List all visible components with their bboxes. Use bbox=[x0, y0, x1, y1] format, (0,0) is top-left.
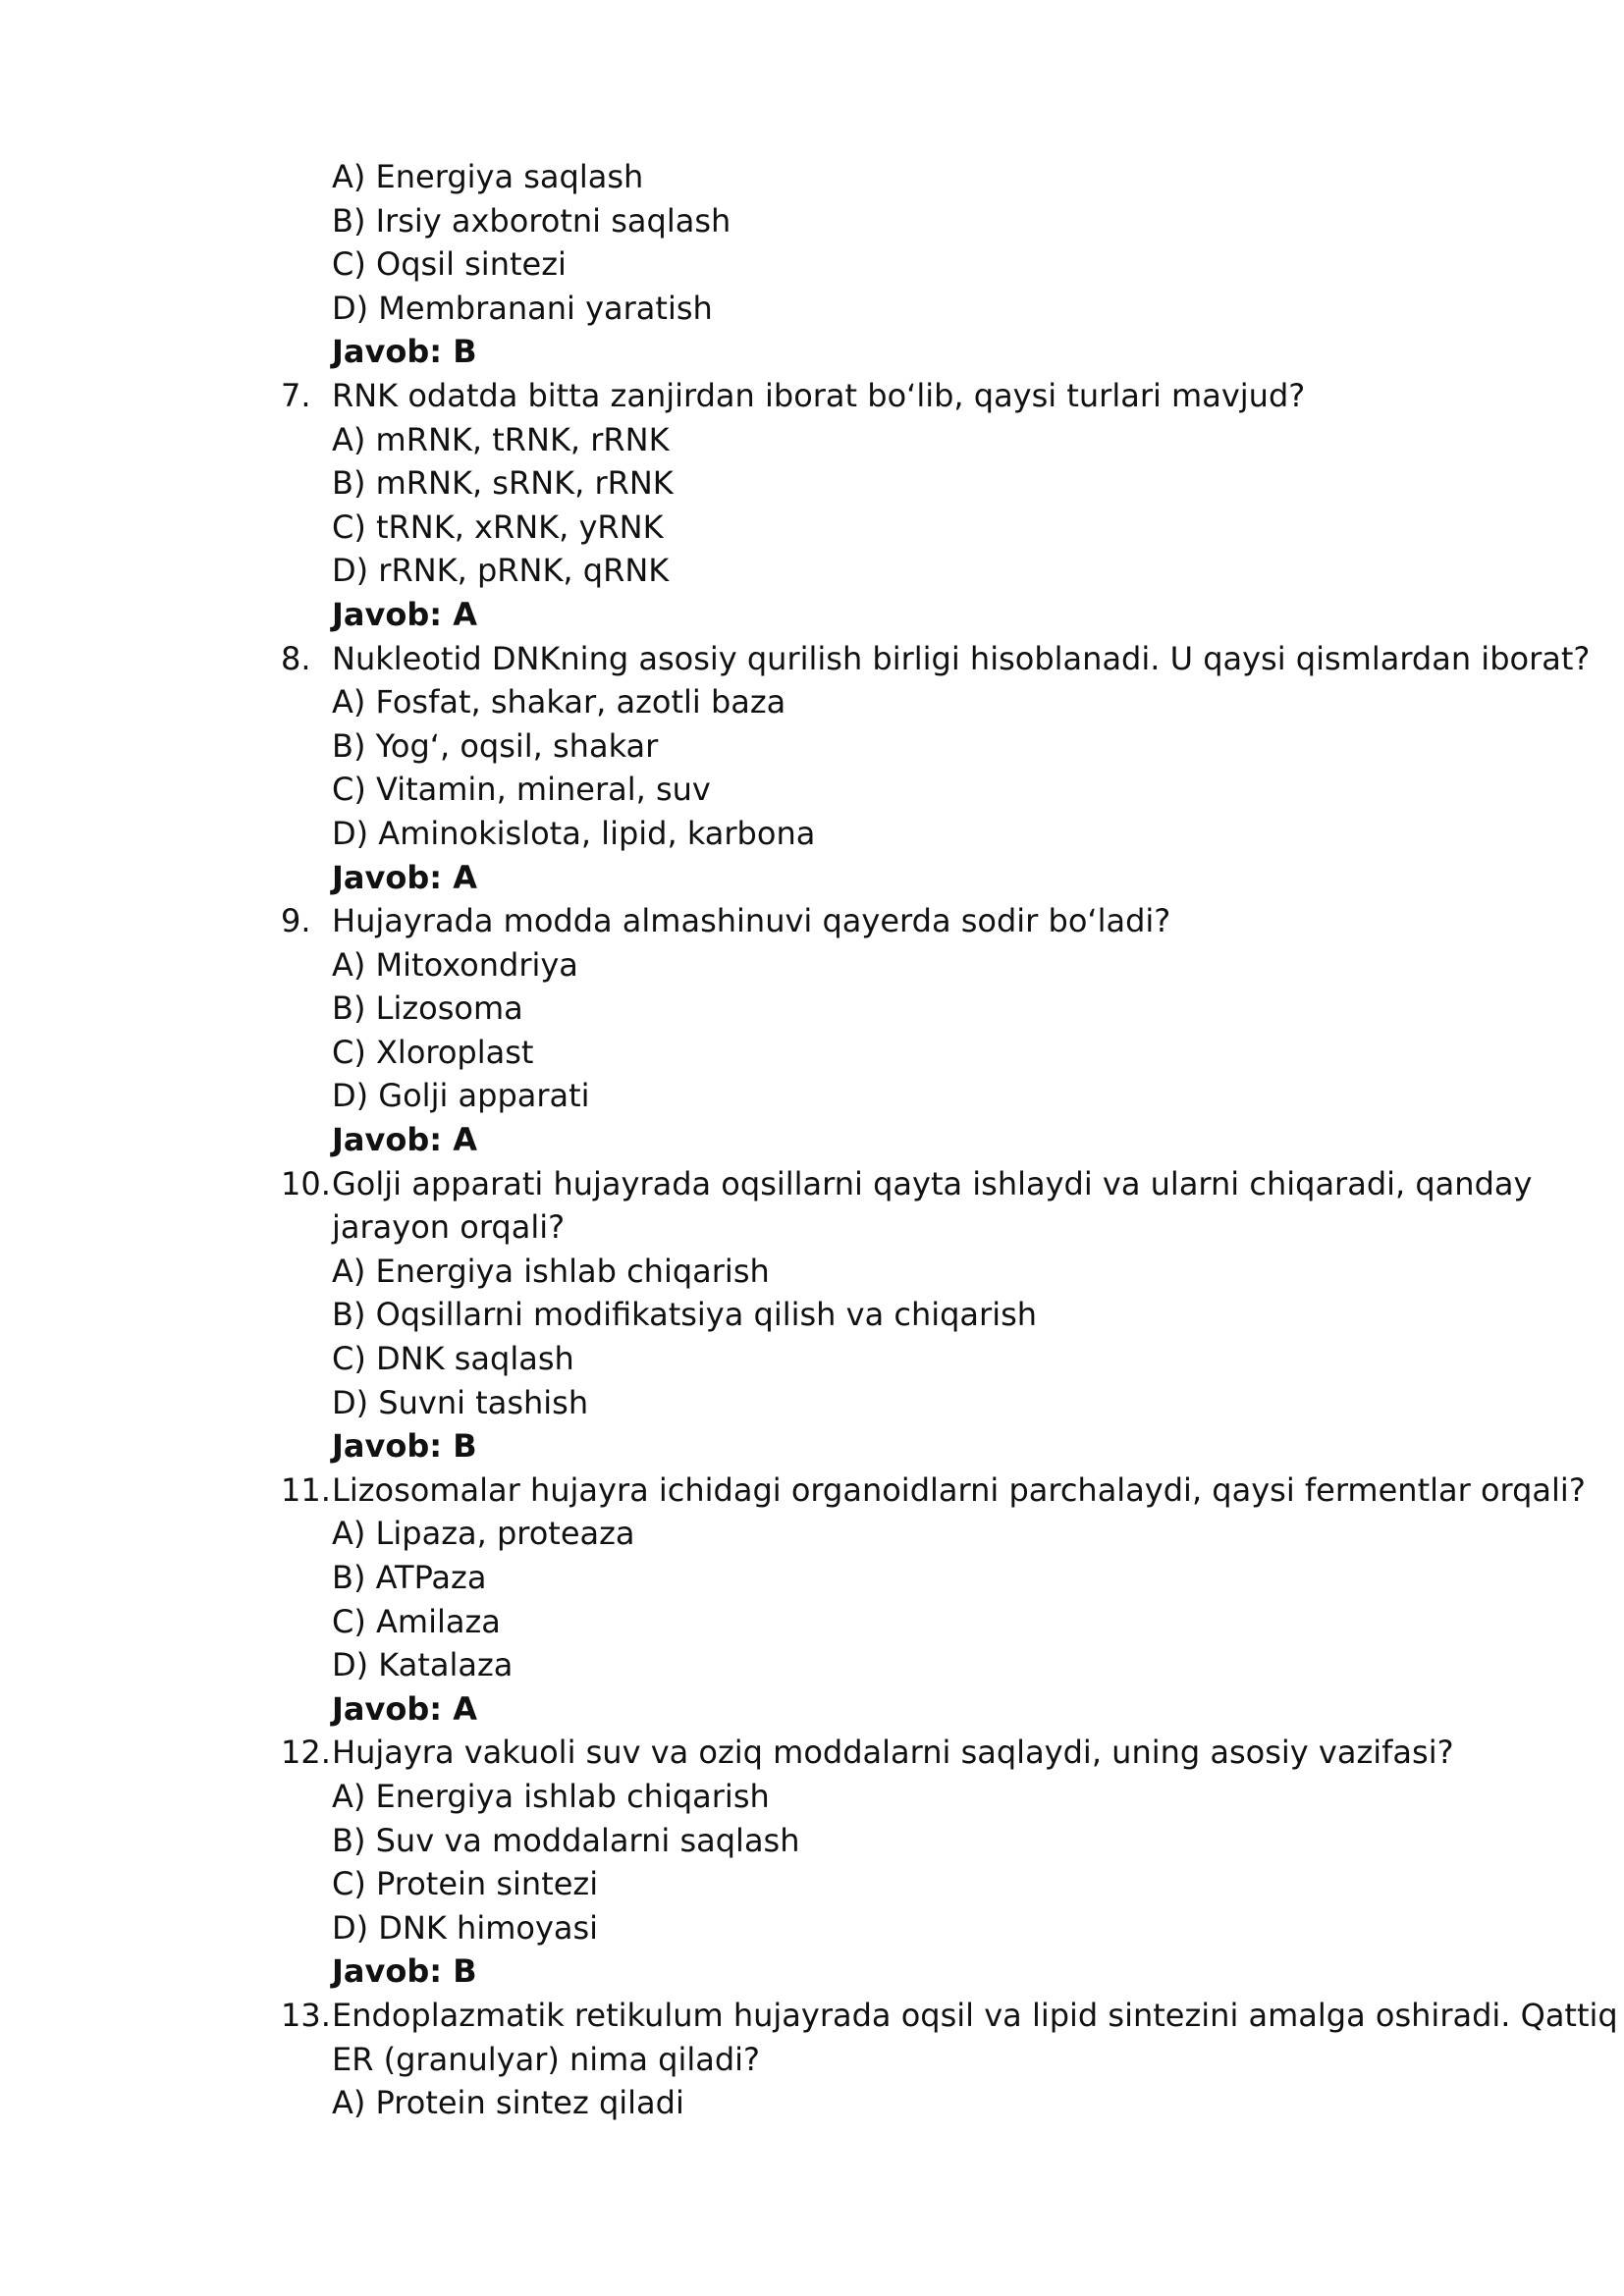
question-text: Endoplazmatik retikulum hujayrada oqsil va lipid sintezini amalga oshiradi. Qattiq bbox=[332, 1996, 1618, 2034]
option-text: B) mRNK, sRNK, rRNK bbox=[332, 464, 674, 503]
option-text: C) DNK saqlash bbox=[332, 1340, 574, 1378]
option-text: A) Protein sintez qiladi bbox=[332, 2084, 684, 2122]
option-text: C) Oqsil sintezi bbox=[332, 245, 567, 284]
question-number: 11. bbox=[281, 1470, 331, 1509]
option-text: B) Irsiy axborotni saqlash bbox=[332, 201, 731, 240]
option-text: D) rRNK, pRNK, qRNK bbox=[332, 552, 670, 590]
question-text: Hujayrada modda almashinuvi qayerda sodir bo‘ladi? bbox=[332, 902, 1171, 940]
option-line bbox=[281, 943, 1528, 988]
option-line bbox=[281, 1031, 1528, 1075]
option-text: B) Oqsillarni modifikatsiya qilish va chiqarish bbox=[332, 1296, 1038, 1334]
option-line bbox=[281, 987, 1528, 1031]
question-line bbox=[281, 1994, 1618, 2038]
option-line bbox=[281, 461, 1528, 506]
option-text: A) Energiya ishlab chiqarish bbox=[332, 1252, 770, 1290]
option-line bbox=[281, 1512, 1528, 1556]
option-text: A) Energiya ishlab chiqarish bbox=[332, 1777, 770, 1815]
question-number: 8. bbox=[281, 639, 311, 677]
answer-text: Javob: B bbox=[332, 333, 477, 371]
option-text: A) Mitoxondriya bbox=[332, 945, 578, 984]
option-text: B) ATPaza bbox=[332, 1559, 487, 1596]
answer-text: Javob: B bbox=[332, 1952, 477, 1991]
option-text: D) Membranani yaratish bbox=[332, 289, 713, 327]
option-text: D) DNK himoyasi bbox=[332, 1908, 599, 1947]
answer-text: Javob: A bbox=[332, 1689, 477, 1728]
question-line bbox=[281, 637, 1591, 681]
answer-line bbox=[281, 1118, 1528, 1162]
answer-line bbox=[281, 330, 1528, 374]
answer-line bbox=[281, 1687, 1528, 1732]
question-list bbox=[281, 155, 1618, 2125]
question-text: Nukleotid DNKning asosiy qurilish birligi hisoblanadi. U qaysi qismlardan iborat? bbox=[332, 639, 1591, 677]
option-text: B) Lizosoma bbox=[332, 989, 523, 1028]
answer-line bbox=[281, 856, 1528, 900]
option-line bbox=[281, 1862, 1528, 1906]
option-line bbox=[281, 1775, 1528, 1819]
question-line bbox=[281, 1162, 1533, 1206]
option-line bbox=[281, 1643, 1528, 1687]
question-number: 10. bbox=[281, 1164, 331, 1202]
answer-line bbox=[281, 1424, 1528, 1468]
question-line bbox=[281, 374, 1528, 418]
option-line bbox=[281, 242, 1528, 287]
question-text: Golji apparati hujayrada oqsillarni qayta ishlaydi va ularni chiqaradi, qanday bbox=[332, 1164, 1533, 1202]
question-number: 9. bbox=[281, 902, 311, 940]
question-text: Lizosomalar hujayra ichidagi organoidlarni parchalaydi, qaysi fermentlar orqali? bbox=[332, 1470, 1586, 1509]
option-line bbox=[281, 287, 1528, 331]
question-number: 7. bbox=[281, 376, 311, 414]
question-number: 12. bbox=[281, 1734, 331, 1772]
option-text: A) Lipaza, proteaza bbox=[332, 1515, 635, 1553]
option-line bbox=[281, 1337, 1528, 1381]
option-line bbox=[281, 680, 1528, 724]
option-text: A) mRNK, tRNK, rRNK bbox=[332, 420, 670, 458]
option-text: C) Amilaza bbox=[332, 1602, 501, 1640]
option-text: D) Aminokislota, lipid, karbona bbox=[332, 814, 816, 852]
continuation-line bbox=[281, 2038, 1528, 2082]
option-text: A) Energiya saqlash bbox=[332, 158, 644, 195]
option-text: C) Vitamin, mineral, suv bbox=[332, 771, 711, 809]
option-text: C) Xloroplast bbox=[332, 1033, 534, 1071]
option-line bbox=[281, 2081, 1528, 2125]
option-text: C) tRNK, xRNK, yRNK bbox=[332, 507, 664, 546]
option-line bbox=[281, 724, 1528, 769]
answer-text: Javob: A bbox=[332, 858, 477, 896]
question-text-continuation: jarayon orqali? bbox=[332, 1208, 566, 1247]
option-text: D) Golji apparati bbox=[332, 1077, 590, 1115]
answer-text: Javob: A bbox=[332, 595, 477, 633]
continuation-line bbox=[281, 1205, 1528, 1250]
option-text: A) Fosfat, shakar, azotli baza bbox=[332, 683, 786, 721]
option-line bbox=[281, 1250, 1528, 1294]
option-line bbox=[281, 1556, 1528, 1600]
option-line bbox=[281, 1293, 1528, 1337]
option-line bbox=[281, 199, 1528, 243]
question-text: RNK odatda bitta zanjirdan iborat bo‘lib, qaysi turlari mavjud? bbox=[332, 376, 1306, 414]
question-line bbox=[281, 899, 1528, 943]
option-line bbox=[281, 549, 1528, 593]
option-line bbox=[281, 506, 1528, 550]
question-line bbox=[281, 1731, 1528, 1775]
question-line bbox=[281, 1468, 1586, 1513]
answer-line bbox=[281, 1949, 1528, 1994]
option-line bbox=[281, 418, 1528, 462]
question-text-continuation: ER (granulyar) nima qiladi? bbox=[332, 2040, 761, 2078]
option-line bbox=[281, 155, 1528, 199]
answer-text: Javob: A bbox=[332, 1121, 477, 1159]
option-line bbox=[281, 812, 1528, 856]
option-text: B) Yog‘, oqsil, shakar bbox=[332, 726, 659, 765]
answer-line bbox=[281, 593, 1528, 637]
answer-text: Javob: B bbox=[332, 1427, 477, 1466]
option-text: C) Protein sintezi bbox=[332, 1865, 599, 1903]
option-line bbox=[281, 1381, 1528, 1425]
option-line bbox=[281, 1600, 1528, 1644]
option-line bbox=[281, 1074, 1528, 1118]
option-line bbox=[281, 768, 1528, 812]
option-line bbox=[281, 1819, 1528, 1863]
option-text: D) Katalaza bbox=[332, 1646, 514, 1684]
option-line bbox=[281, 1906, 1528, 1950]
question-text: Hujayra vakuoli suv va oziq moddalarni saqlaydi, uning asosiy vazifasi? bbox=[332, 1734, 1454, 1772]
question-number: 13. bbox=[281, 1996, 331, 2034]
option-text: B) Suv va moddalarni saqlash bbox=[332, 1821, 800, 1859]
option-text: D) Suvni tashish bbox=[332, 1383, 589, 1421]
